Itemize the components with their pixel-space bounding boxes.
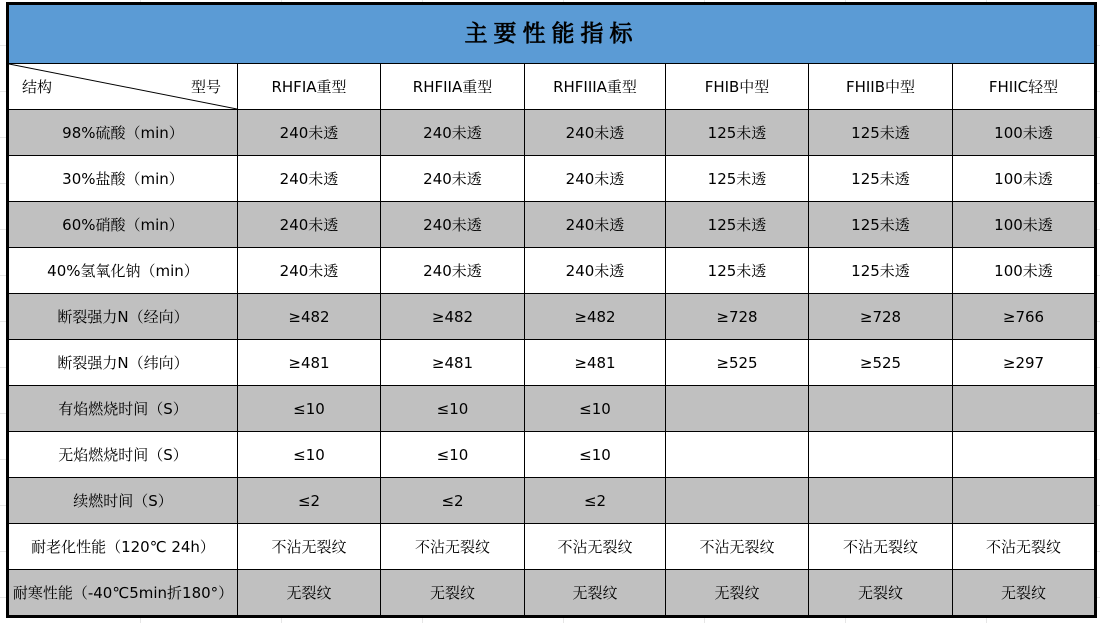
spec-value-cell: ≥766 (953, 294, 1096, 340)
spec-value-cell: ≤10 (525, 386, 666, 432)
spec-value-cell: 不沾无裂纹 (381, 524, 525, 570)
table-row (8, 432, 1096, 478)
spec-value-cell (953, 386, 1096, 432)
table-row (8, 478, 1096, 524)
row-label: 耐寒性能（-40℃5min折180°） (8, 570, 238, 617)
spec-value-cell: 不沾无裂纹 (666, 524, 809, 570)
spec-value-cell: 240未透 (381, 110, 525, 156)
spec-value-cell: ≥482 (381, 294, 525, 340)
spec-value-cell: 240未透 (381, 248, 525, 294)
spec-value-cell: 240未透 (238, 248, 381, 294)
spec-value-cell: 100未透 (953, 248, 1096, 294)
spec-value-cell: 125未透 (809, 156, 953, 202)
column-header: RHFIA重型 (238, 64, 381, 110)
performance-spec-table (6, 2, 1097, 618)
table-row (8, 386, 1096, 432)
spec-value-cell: 无裂纹 (953, 570, 1096, 617)
spec-value-cell: ≥525 (809, 340, 953, 386)
spec-value-cell: 不沾无裂纹 (953, 524, 1096, 570)
spec-value-cell: ≥297 (953, 340, 1096, 386)
spec-value-cell: 240未透 (525, 156, 666, 202)
column-header: FHIIC轻型 (953, 64, 1096, 110)
spec-value-cell: 240未透 (238, 202, 381, 248)
row-label: 40%氢氧化钠（min） (8, 248, 238, 294)
table-row (8, 110, 1096, 156)
spec-value-cell: ≤10 (238, 386, 381, 432)
row-label: 98%硫酸（min） (8, 110, 238, 156)
column-header: FHIIB中型 (809, 64, 953, 110)
spec-value-cell: 不沾无裂纹 (525, 524, 666, 570)
spec-value-cell: ≥728 (809, 294, 953, 340)
table-row (8, 248, 1096, 294)
column-header: RHFIIA重型 (381, 64, 525, 110)
spec-value-cell: 不沾无裂纹 (809, 524, 953, 570)
spec-value-cell: ≥482 (525, 294, 666, 340)
spec-value-cell: 240未透 (381, 156, 525, 202)
spec-value-cell: 125未透 (809, 248, 953, 294)
spec-value-cell: 100未透 (953, 202, 1096, 248)
spec-value-cell: ≤10 (525, 432, 666, 478)
column-header: RHFIIIA重型 (525, 64, 666, 110)
spec-value-cell: 240未透 (238, 156, 381, 202)
spec-value-cell: 不沾无裂纹 (238, 524, 381, 570)
row-label: 耐老化性能（120℃ 24h） (8, 524, 238, 570)
spec-value-cell: 无裂纹 (809, 570, 953, 617)
page-title: 主要性能指标 (8, 4, 1096, 64)
table-row (8, 294, 1096, 340)
corner-label-model: 型号 (190, 77, 221, 96)
table-row (8, 202, 1096, 248)
spec-value-cell (666, 432, 809, 478)
corner-label-structure: 结构 (22, 77, 53, 96)
spec-value-cell: ≥481 (381, 340, 525, 386)
spec-value-cell (953, 432, 1096, 478)
spec-value-cell: 125未透 (666, 202, 809, 248)
spec-value-cell (809, 478, 953, 524)
table-header-row (8, 64, 1096, 110)
spec-value-cell: ≥482 (238, 294, 381, 340)
spec-value-cell: ≤10 (238, 432, 381, 478)
table-row (8, 524, 1096, 570)
table-row (8, 340, 1096, 386)
spec-value-cell: 无裂纹 (381, 570, 525, 617)
spec-value-cell: 240未透 (238, 110, 381, 156)
corner-header-cell (8, 64, 238, 110)
spec-value-cell: ≥728 (666, 294, 809, 340)
row-label: 30%盐酸（min） (8, 156, 238, 202)
spec-value-cell: 125未透 (809, 202, 953, 248)
spec-value-cell (809, 386, 953, 432)
spec-value-cell: ≤10 (381, 432, 525, 478)
spec-value-cell: 240未透 (381, 202, 525, 248)
row-label: 60%硝酸（min） (8, 202, 238, 248)
table-title-row (8, 4, 1096, 64)
spec-value-cell: 无裂纹 (525, 570, 666, 617)
row-label: 断裂强力N（纬向） (8, 340, 238, 386)
row-label: 续燃时间（S） (8, 478, 238, 524)
spec-value-cell: 240未透 (525, 248, 666, 294)
spec-value-cell: ≤2 (238, 478, 381, 524)
spec-value-cell: 125未透 (666, 248, 809, 294)
row-label: 无焰燃烧时间（S） (8, 432, 238, 478)
spec-value-cell: ≥525 (666, 340, 809, 386)
spec-value-cell: ≥481 (525, 340, 666, 386)
spec-value-cell: 125未透 (809, 110, 953, 156)
spec-value-cell: 240未透 (525, 202, 666, 248)
spec-value-cell: 100未透 (953, 110, 1096, 156)
row-label: 有焰燃烧时间（S） (8, 386, 238, 432)
spec-value-cell: 100未透 (953, 156, 1096, 202)
row-label: 断裂强力N（经向） (8, 294, 238, 340)
spec-value-cell: 125未透 (666, 110, 809, 156)
spec-value-cell: 无裂纹 (238, 570, 381, 617)
spec-value-cell: ≥481 (238, 340, 381, 386)
spec-value-cell: ≤2 (525, 478, 666, 524)
spec-value-cell: 125未透 (666, 156, 809, 202)
spec-value-cell (666, 386, 809, 432)
spec-value-cell (809, 432, 953, 478)
table-row (8, 156, 1096, 202)
spec-value-cell: 240未透 (525, 110, 666, 156)
spec-value-cell: ≤2 (381, 478, 525, 524)
column-header: FHIB中型 (666, 64, 809, 110)
table-row (8, 570, 1096, 617)
spec-value-cell (953, 478, 1096, 524)
spec-value-cell: 无裂纹 (666, 570, 809, 617)
spec-value-cell (666, 478, 809, 524)
spec-value-cell: ≤10 (381, 386, 525, 432)
